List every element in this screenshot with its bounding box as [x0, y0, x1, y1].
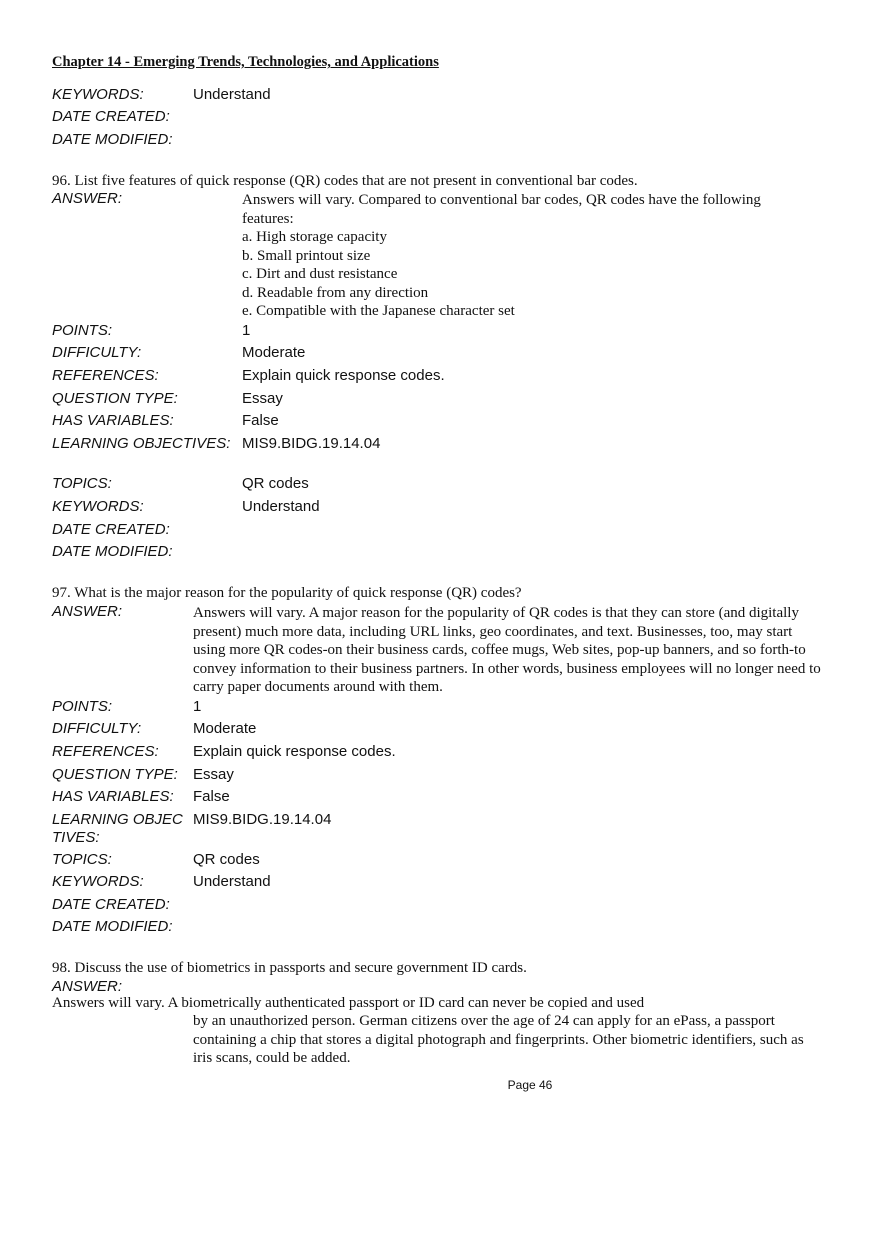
- q96-date-created-label: DATE CREATED:: [52, 521, 170, 538]
- chapter-header: Chapter 14 - Emerging Trends, Technologies, and Applications: [52, 54, 439, 70]
- list-item: c. Dirt and dust resistance: [242, 266, 398, 282]
- question-96-text: 96. List five features of quick response (QR) codes that are not present in conventional bar codes.: [52, 173, 638, 189]
- q97-difficulty-value: Moderate: [193, 720, 257, 737]
- q96-keywords-value: Understand: [242, 498, 320, 515]
- q96-topics-value: QR codes: [242, 475, 309, 492]
- q96-has-variables-value: False: [242, 412, 279, 429]
- q97-date-modified-label: DATE MODIFIED:: [52, 918, 173, 935]
- date-created-label: DATE CREATED:: [52, 108, 170, 125]
- q96-question-type-value: Essay: [242, 390, 283, 407]
- page-number: Page 46: [507, 1078, 553, 1092]
- q96-references-value: Explain quick response codes.: [242, 367, 445, 384]
- q96-points-label: POINTS:: [52, 322, 113, 339]
- q96-difficulty-value: Moderate: [242, 344, 306, 361]
- q97-points-label: POINTS:: [52, 698, 113, 715]
- keywords-label: KEYWORDS:: [52, 86, 144, 103]
- list-item: e. Compatible with the Japanese character set: [242, 303, 515, 319]
- q97-has-variables-value: False: [193, 788, 230, 805]
- q97-keywords-label: KEYWORDS:: [52, 873, 144, 890]
- q97-difficulty-label: DIFFICULTY:: [52, 720, 142, 737]
- q97-date-created-label: DATE CREATED:: [52, 896, 170, 913]
- q97-topics-value: QR codes: [193, 851, 260, 868]
- list-item: b. Small printout size: [242, 247, 371, 264]
- q96-feature-list: [242, 228, 515, 321]
- q96-topics-label: TOPICS:: [52, 475, 112, 492]
- q96-difficulty-label: DIFFICULTY:: [52, 344, 142, 361]
- q96-answer-label: ANSWER:: [52, 190, 123, 207]
- question-98-text: 98. Discuss the use of biometrics in passports and secure government ID cards.: [52, 960, 527, 976]
- q97-learning-objectives-label-line1: LEARNING OBJEC: [52, 811, 183, 828]
- q96-date-modified-label: DATE MODIFIED:: [52, 543, 173, 560]
- date-modified-label: DATE MODIFIED:: [52, 131, 173, 148]
- q97-keywords-value: Understand: [193, 873, 271, 890]
- q97-topics-label: TOPICS:: [52, 851, 112, 868]
- q96-question-type-label: QUESTION TYPE:: [52, 390, 178, 407]
- keywords-value: Understand: [193, 86, 271, 103]
- list-item: d. Readable from any direction: [242, 284, 429, 301]
- q97-references-value: Explain quick response codes.: [193, 743, 396, 760]
- q98-answer-label: ANSWER:: [52, 978, 123, 995]
- q96-points-value: 1: [242, 322, 251, 339]
- q98-answer-continued: by an unauthorized person. German citizens over the age of 24 can apply for an ePass, a passport containing a chip that stores a digital photograph and fingerprints. Other biometric identifiers, such as iris scans, could be added.: [193, 1013, 804, 1066]
- q97-learning-objectives-value: MIS9.BIDG.19.14.04: [193, 811, 332, 828]
- q97-references-label: REFERENCES:: [52, 743, 159, 760]
- q97-question-type-label: QUESTION TYPE:: [52, 766, 178, 783]
- q97-learning-objectives-label-line2: TIVES:: [52, 829, 100, 846]
- q97-question-type-value: Essay: [193, 766, 234, 783]
- q96-has-variables-label: HAS VARIABLES:: [52, 412, 174, 429]
- q97-answer-text: Answers will vary. A major reason for the popularity of QR codes is that they can store (and digitally present) much more data, including URL links, geo coordinates, and text. Businesses, too, may start using more QR codes-on their business cards, coffee mugs, Web sites, pop-up banners, and so forth-to convey information to their business partners. In other words, business employees will no longer need to carry paper documents around with them.: [193, 605, 821, 695]
- question-97-text: 97. What is the major reason for the popularity of quick response (QR) codes?: [52, 585, 522, 601]
- q97-answer-label: ANSWER:: [52, 603, 123, 620]
- q96-learning-objectives-label: LEARNING OBJECTIVES:: [52, 435, 231, 452]
- list-item: a. High storage capacity: [242, 229, 387, 245]
- q96-keywords-label: KEYWORDS:: [52, 498, 144, 515]
- q98-answer-first-line: Answers will vary. A biometrically authenticated passport or ID card can never be copied and used: [52, 995, 645, 1011]
- q96-learning-objectives-value: MIS9.BIDG.19.14.04: [242, 435, 381, 452]
- q96-references-label: REFERENCES:: [52, 367, 159, 384]
- q97-has-variables-label: HAS VARIABLES:: [52, 788, 174, 805]
- q97-points-value: 1: [193, 698, 202, 715]
- q96-answer-intro: Answers will vary. Compared to conventional bar codes, QR codes have the following features:: [242, 192, 761, 227]
